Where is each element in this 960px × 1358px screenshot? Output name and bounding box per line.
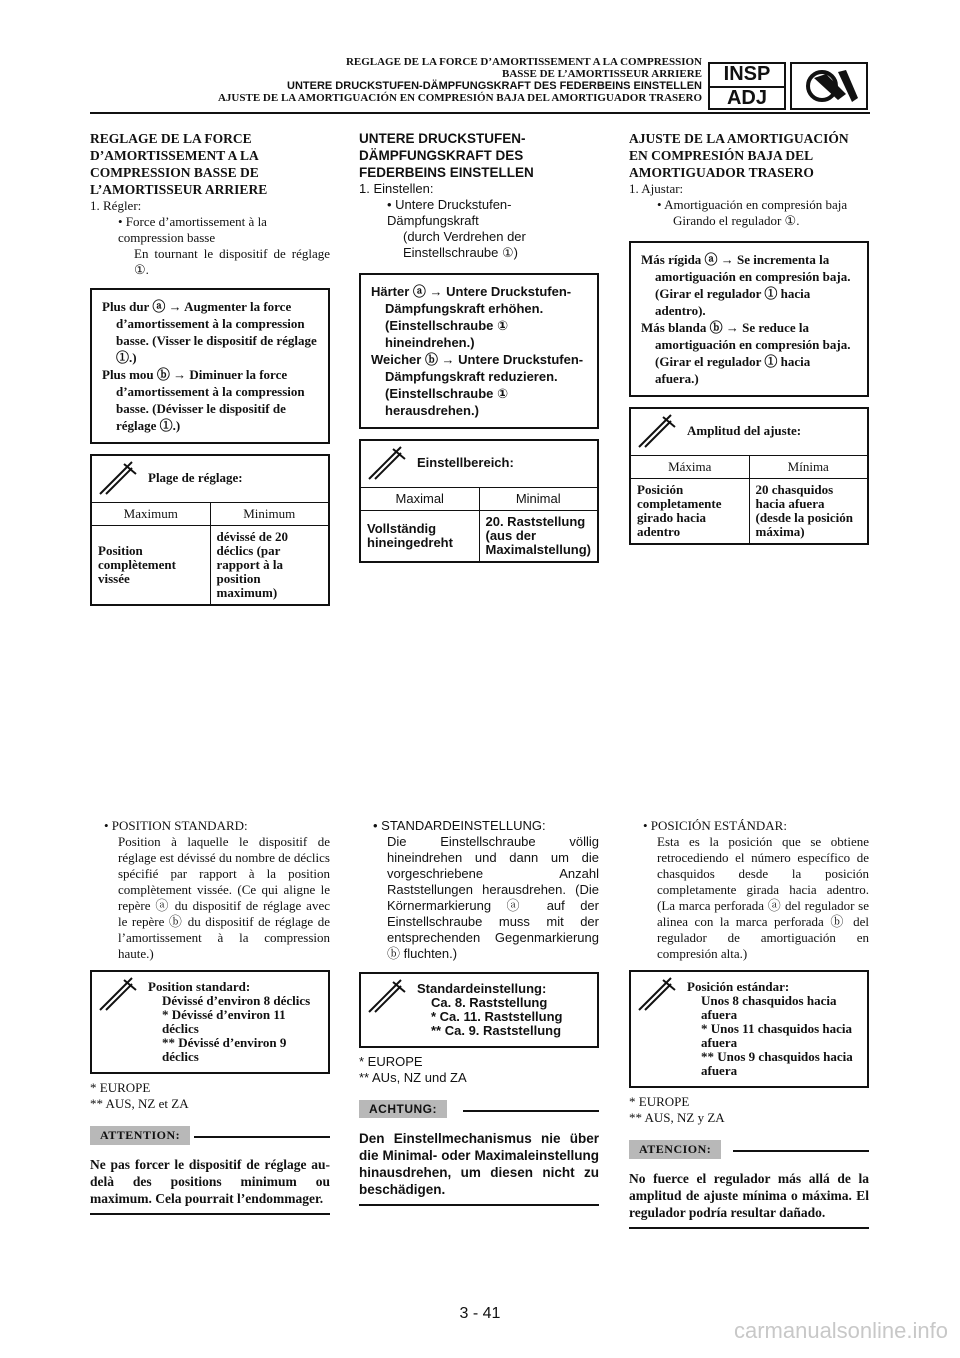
footnote-1: * EUROPE <box>629 1094 690 1109</box>
standard-box <box>90 970 330 1074</box>
step-1: 1. Einstellen: <box>359 181 434 196</box>
footnote-2: ** AUS, NZ y ZA <box>629 1110 725 1125</box>
caliper-icon <box>635 976 679 1014</box>
section-title: UNTERE DRUCKSTUFEN-DÄMPFUNGSKRAFT DES FEDERBEINS EINSTELLEN <box>359 131 534 180</box>
spec-min-value: dévissé de 20 déclics (par rapport à la position maximum) <box>210 526 328 605</box>
step-detail: En tournant le dispositif de réglage ①. <box>134 246 330 277</box>
column-spanish <box>629 130 869 545</box>
caliper-icon <box>635 413 679 451</box>
standard-value-2: * Ca. 11. Raststellung <box>431 1009 563 1024</box>
caution-header <box>629 1138 869 1162</box>
harder-text: Más rígida ⓐ → Se incrementa la amortiguación en compresión baja. (Girar el regulador ① hacia adentro). <box>641 252 851 318</box>
standard-box-title: Position standard: <box>148 979 251 994</box>
wrench-tool-icon <box>790 62 868 110</box>
standard-text: Position à laquelle le dispositif de réglage est dévissé du nombre de déclics spécifié par rapport à la position complètement vissée. (Ce qui aligne le repère ⓐ du dispositif de réglage avec le repère ⓑ du dispositif de réglage de l’amortissement à la compression haute.) <box>118 834 330 961</box>
standard-value-1: Dévissé d’environ 8 déclics <box>162 993 311 1008</box>
page-header <box>82 56 702 104</box>
standard-value-3: ** Ca. 9. Raststellung <box>431 1023 562 1038</box>
step-1: 1. Régler: <box>90 198 142 213</box>
standard-box-title: Standardeinstellung: <box>417 981 547 996</box>
standard-value-1: Ca. 8. Raststellung <box>431 995 548 1010</box>
footnote-1: * EUROPE <box>90 1080 151 1095</box>
header-line-fr-1: REGLAGE DE LA FORCE D’AMORTISSEMENT A LA COMPRESSION <box>345 56 702 68</box>
adjustment-box <box>90 288 330 444</box>
section-title: AJUSTE DE LA AMORTIGUACIÓN EN COMPRESIÓN BAJA DEL AMORTIGUADOR TRASERO <box>629 131 849 180</box>
watermark: carmanualsonline.info <box>733 1318 948 1343</box>
standard-bullet: • POSITION STANDARD: <box>104 818 248 833</box>
spec-max-value: Vollständig hineingedreht <box>367 521 453 550</box>
spec-col-min: Minimum <box>210 503 328 526</box>
caution-text: Den Einstellmechanismus nie über die Minimal- oder Maximaleinstellung hinausdrehen, um diesen nicht zu beschädigen. <box>359 1131 599 1197</box>
softer-text: Plus mou ⓑ → Diminuer la force d’amortissement à la compression basse. (Dévisser le dispositif de réglage ①.) <box>102 367 305 433</box>
caliper-icon <box>365 978 409 1016</box>
footnote-2: ** AUS, NZ et ZA <box>90 1096 189 1111</box>
caution-header <box>90 1124 330 1148</box>
adjustment-box <box>629 241 869 397</box>
softer-text: Más blanda ⓑ → Se reduce la amortiguación en compresión baja. (Girar el regulador ① hacia afuera.) <box>641 320 851 386</box>
insp-adj-badge: INSP ADJ <box>708 62 786 110</box>
standard-box-title: Posición estándar: <box>687 979 790 994</box>
spec-title: Amplitud del ajuste: <box>687 423 802 438</box>
caliper-icon <box>96 976 140 1014</box>
page-number: 3 - 41 <box>459 1305 501 1322</box>
standard-text: Die Einstellschraube völlig hineindrehen und dann um die vorgeschriebene Anzahl Raststellungen herausdrehen. (Die Körnermarkierung ⓐ auf der Einstellschraube muss mit der entsprechenden Gegenmarkierung ⓑ fluchten.) <box>387 834 599 961</box>
spec-table-box <box>629 407 869 545</box>
header-line-de: UNTERE DRUCKSTUFEN-DÄMPFUNGSKRAFT DES FEDERBEINS EINSTELLEN <box>287 80 702 92</box>
caution-label: ATTENTION: <box>90 1126 190 1145</box>
spec-max-value: Position complètement vissée <box>98 543 176 586</box>
harder-text: Plus dur ⓐ → Augmenter la force d’amortissement à la compression basse. (Visser le dispositif de réglage ①.) <box>102 299 317 365</box>
spec-min-value: 20 chasquidos hacia afuera (desde la posición máxima) <box>749 479 867 544</box>
column-spanish-standard <box>629 818 869 1229</box>
caution-rule <box>359 1204 599 1206</box>
spec-table <box>361 488 597 561</box>
spec-table <box>631 456 867 543</box>
standard-value-2: * Dévissé d’environ 11 déclics <box>162 1007 286 1036</box>
spec-table <box>92 503 328 604</box>
section-title: REGLAGE DE LA FORCE D’AMORTISSEMENT A LA COMPRESSION BASSE DE L’AMORTISSEUR ARRIERE <box>90 131 268 197</box>
softer-text: Weicher ⓑ → Untere Druckstufen-Dämpfungskraft reduzieren. (Einstellschraube ① herausdrehen.) <box>371 352 584 418</box>
spec-title: Einstellbereich: <box>417 455 514 470</box>
standard-box <box>359 972 599 1048</box>
standard-value-3: ** Unos 9 chasquidos hacia afuera <box>701 1049 853 1078</box>
footnote-1: * EUROPE <box>359 1054 423 1069</box>
spec-col-max: Maximal <box>361 488 479 511</box>
spec-col-max: Maximum <box>92 503 210 526</box>
standard-bullet: • POSICIÓN ESTÁNDAR: <box>643 818 787 833</box>
standard-value-1: Unos 8 chasquidos hacia afuera <box>701 993 837 1022</box>
caliper-icon <box>365 445 409 483</box>
spec-col-max: Máxima <box>631 456 749 479</box>
spec-min-value: 20. Raststellung (aus der Maximalstellung) <box>479 511 597 562</box>
caution-label: ACHTUNG: <box>359 1100 447 1118</box>
caution-label: ATENCION: <box>629 1140 721 1159</box>
step-bullet: • Force d’amortissement à la compression basse <box>118 214 267 245</box>
standard-bullet: • STANDARDEINSTELLUNG: <box>373 818 546 833</box>
header-line-es: AJUSTE DE LA AMORTIGUACIÓN EN COMPRESIÓN BAJA DEL AMORTIGUADOR TRASERO <box>217 92 702 104</box>
caution-header <box>359 1098 599 1122</box>
caution-text: Ne pas forcer le dispositif de réglage au-delà des positions minimum ou maximum. Cela pourrait l’endommager. <box>90 1157 330 1206</box>
standard-value-2: * Unos 11 chasquidos hacia afuera <box>701 1021 852 1050</box>
caution-rule <box>90 1213 330 1215</box>
step-detail: Girando el regulador ①. <box>673 213 800 228</box>
spec-max-value: Posición completamente girado hacia adentro <box>637 482 722 539</box>
step-bullet: • Amortiguación en compresión baja <box>657 197 848 212</box>
header-rule <box>90 112 870 114</box>
footnote-2: ** AUs, NZ und ZA <box>359 1070 467 1085</box>
caution-rule <box>629 1227 869 1229</box>
caution-text: No fuerce el regulador más allá de la amplitud de ajuste mínima o máxima. El regulador podría resultar dañado. <box>629 1171 869 1220</box>
column-german <box>359 130 599 563</box>
column-french <box>90 130 330 606</box>
step-detail: (durch Verdrehen der Einstellschraube ①) <box>403 229 526 260</box>
spec-table-box <box>90 454 330 606</box>
harder-text: Härter ⓐ → Untere Druckstufen-Dämpfungskraft erhöhen. (Einstellschraube ① hineindrehen.) <box>371 284 572 350</box>
step-1: 1. Ajustar: <box>629 181 684 196</box>
spec-table-box <box>359 439 599 563</box>
column-french-standard <box>90 818 330 1215</box>
column-german-standard <box>359 818 599 1206</box>
spec-title: Plage de réglage: <box>148 470 243 485</box>
standard-text: Esta es la posición que se obtiene retrocediendo el número específico de chasquidos desde la posición completamente girada hacia adentro. (La marca perforada ⓐ del regulador se alinea con la marca perforada ⓑ del regulador de amortiguación en compresión alta.) <box>657 834 869 961</box>
header-line-fr-2: BASSE DE L’AMORTISSEUR ARRIERE <box>501 68 702 80</box>
standard-box <box>629 970 869 1088</box>
spec-col-min: Minimal <box>479 488 597 511</box>
step-bullet: • Untere Druckstufen-Dämpfungskraft <box>387 197 512 228</box>
caliper-icon <box>96 460 140 498</box>
spec-col-min: Mínima <box>749 456 867 479</box>
adjustment-box <box>359 273 599 429</box>
standard-value-3: ** Dévissé d’environ 9 déclics <box>162 1035 287 1064</box>
